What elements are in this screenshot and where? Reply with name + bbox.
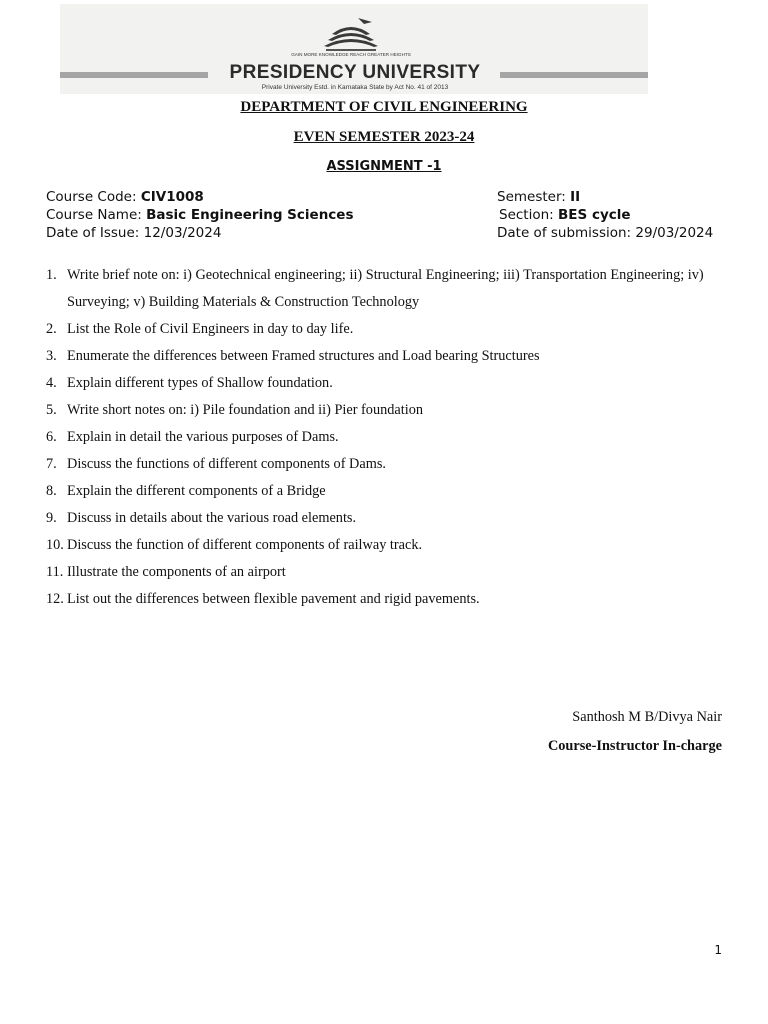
course-name-line	[46, 207, 354, 223]
question-item	[46, 262, 736, 316]
question-text: List the Role of Civil Engineers in day to day life.	[67, 321, 354, 337]
date-submission-label: Date of submission:	[497, 225, 632, 241]
course-code-label: Course Code:	[46, 189, 137, 205]
question-number: 12.	[46, 591, 64, 607]
question-number: 4.	[46, 375, 57, 391]
question-text: Discuss in details about the various road elements.	[67, 510, 357, 526]
question-item	[46, 586, 736, 613]
question-number: 6.	[46, 429, 57, 445]
instructor-role: Course-Instructor In-charge	[547, 738, 722, 754]
banner-rule-left	[60, 72, 208, 78]
course-name-label: Course Name:	[46, 207, 142, 223]
instructor-names: Santhosh M B/Divya Nair	[572, 709, 722, 725]
question-text: Discuss the functions of different components of Dams.	[67, 456, 386, 472]
question-number: 9.	[46, 510, 57, 526]
question-text: Illustrate the components of an airport	[67, 564, 286, 580]
department-title: DEPARTMENT OF CIVIL ENGINEERING	[240, 99, 528, 115]
university-name: PRESIDENCY UNIVERSITY	[229, 62, 481, 83]
question-item	[46, 316, 736, 343]
question-text: List out the differences between flexible pavement and rigid pavements.	[67, 591, 480, 607]
question-number: 11.	[46, 564, 64, 580]
page-number: 1	[714, 943, 722, 957]
question-item	[46, 559, 736, 586]
semester-line	[497, 189, 580, 205]
assignment-title: ASSIGNMENT -1	[326, 159, 442, 174]
question-item	[46, 451, 736, 478]
header-banner	[60, 4, 648, 94]
question-number: 8.	[46, 483, 57, 499]
question-text: Explain different types of Shallow foundation.	[67, 375, 333, 391]
university-tagline: Private University Estd. in Karnataka State by Act No. 41 of 2013	[261, 84, 449, 91]
question-item	[46, 505, 736, 532]
university-emblem-icon	[291, 14, 411, 58]
course-code-value: CIV1008	[140, 189, 204, 205]
question-text: Write brief note on: i) Geotechnical engineering; ii) Structural Engineering; iii) Transportation Engineering; iv) Surveying; v) Building Materials & Construction Technology	[67, 267, 704, 310]
question-text: Explain in detail the various purposes of Dams.	[67, 429, 339, 445]
question-number: 10.	[46, 537, 64, 553]
course-code-line	[46, 189, 204, 205]
question-number: 3.	[46, 348, 57, 364]
question-item	[46, 370, 736, 397]
emblem-text: GAIN MORE KNOWLEDGE REACH GREATER HEIGHTS	[291, 52, 411, 57]
question-item	[46, 424, 736, 451]
question-item	[46, 532, 736, 559]
date-issue-line	[46, 225, 221, 241]
course-name-value: Basic Engineering Sciences	[146, 207, 354, 223]
question-text: Discuss the function of different components of railway track.	[67, 537, 423, 553]
question-item	[46, 397, 736, 424]
question-number: 1.	[46, 267, 57, 283]
date-submission-line	[497, 225, 713, 241]
question-text: Write short notes on: i) Pile foundation and ii) Pier foundation	[67, 402, 423, 418]
question-number: 7.	[46, 456, 57, 472]
question-item	[46, 478, 736, 505]
semester-title: EVEN SEMESTER 2023-24	[293, 129, 475, 145]
semester-label: Semester:	[497, 189, 566, 205]
semester-value: II	[570, 189, 581, 205]
question-text: Enumerate the differences between Framed structures and Load bearing Structures	[67, 348, 540, 364]
section-value: BES cycle	[558, 207, 631, 223]
question-number: 5.	[46, 402, 57, 418]
question-list	[46, 262, 736, 613]
question-number: 2.	[46, 321, 57, 337]
date-issue-label: Date of Issue:	[46, 225, 140, 241]
date-issue-value: 12/03/2024	[143, 225, 222, 241]
section-label: Section:	[499, 207, 554, 223]
date-submission-value: 29/03/2024	[635, 225, 714, 241]
section-line	[499, 207, 631, 223]
question-item	[46, 343, 736, 370]
banner-rule-right	[500, 72, 648, 78]
question-text: Explain the different components of a Bridge	[67, 483, 326, 499]
